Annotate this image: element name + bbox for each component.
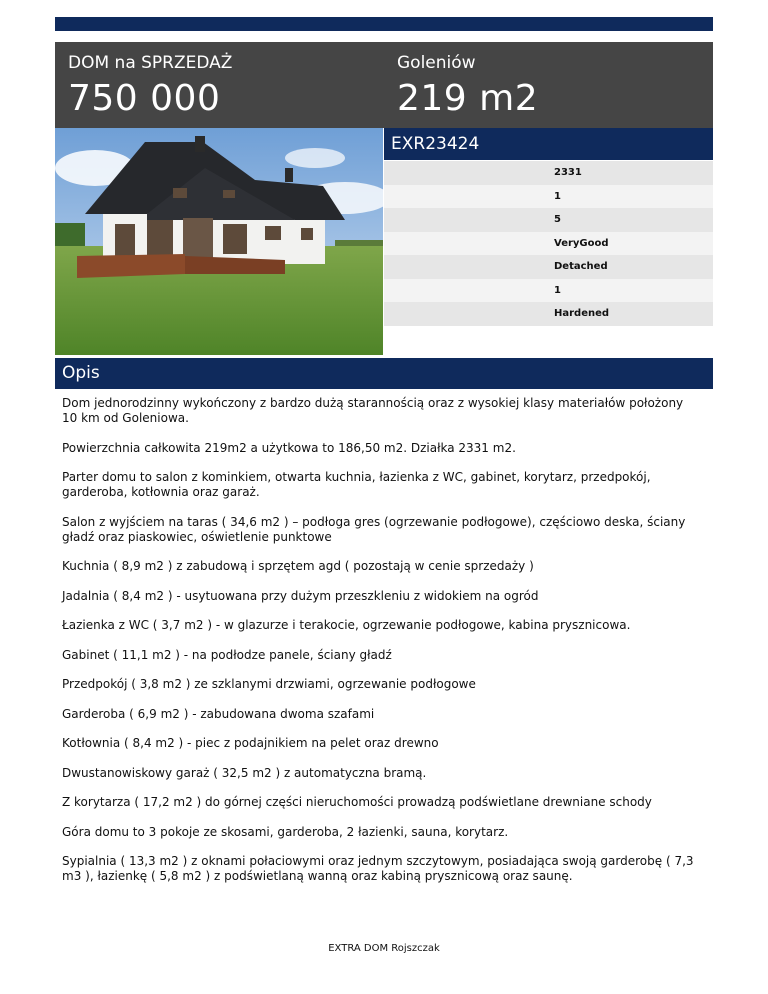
spec-row: VeryGood [384, 232, 713, 256]
description-paragraph: Sypialnia ( 13,3 m2 ) z oknami połaciowymi oraz jednym szczytowym, posiadająca swoją garderobę ( 7,3 m3 ), łazienkę ( 5,8 m2 ) z podświetlaną wanną oraz kabiną prysznicową oraz saunę. [62, 854, 694, 883]
location: Goleniów [397, 53, 476, 73]
description-paragraph: Kuchnia ( 8,9 m2 ) z zabudową i sprzętem agd ( pozostają w cenie sprzedaży ) [62, 559, 534, 573]
spec-row: 5 [384, 208, 713, 232]
spec-row: 2331 [384, 161, 713, 185]
description-paragraph: Przedpokój ( 3,8 m2 ) ze szklanymi drzwiami, ogrzewanie podłogowe [62, 677, 476, 691]
description-paragraph: Kotłownia ( 8,4 m2 ) - piec z podajnikiem na pelet oraz drewno [62, 736, 439, 750]
description-paragraph: Jadalnia ( 8,4 m2 ) - usytuowana przy dużym przeszkleniu z widokiem na ogród [62, 588, 539, 603]
spec-row: 1 [384, 185, 713, 209]
house-photo [55, 128, 383, 355]
description-paragraph: Łazienka z WC ( 3,7 m2 ) - w glazurze i terakocie, ogrzewanie podłogowe, kabina prysznicowa. [62, 618, 631, 632]
description-paragraph: Góra domu to 3 pokoje ze skosami, garderoba, 2 łazienki, sauna, korytarz. [62, 824, 509, 839]
description-heading-bar [55, 358, 713, 389]
description-text [62, 396, 702, 899]
description-paragraph: Gabinet ( 11,1 m2 ) - na podłodze panele, ściany gładź [62, 647, 392, 662]
location-block [397, 52, 538, 122]
description-paragraph: Z korytarza ( 17,2 m2 ) do górnej części nieruchomości prowadzą podświetlane drewniane schody [62, 795, 652, 809]
listing-id: EXR23424 [391, 134, 480, 154]
description-paragraph: Dom jednorodzinny wykończony z bardzo dużą starannością oraz z wysokiej klasy materiałów położony 10 km od Goleniowa. [62, 396, 684, 425]
price: 750 000 [68, 78, 221, 119]
description-paragraph: Powierzchnia całkowita 219m2 a użytkowa to 186,50 m2. Działka 2331 m2. [62, 440, 516, 455]
spec-row: 1 [384, 279, 713, 303]
area: 219 m2 [397, 78, 539, 119]
description-paragraph: Salon z wyjściem na taras ( 34,6 m2 ) – podłoga gres (ogrzewanie podłogowe), częściowo deska, ściany gładź oraz piaskowiec, oświetlenie punktowe [62, 514, 686, 544]
spec-row: Detached [384, 255, 713, 279]
listing-header [55, 42, 713, 128]
footer-agency: EXTRA DOM Rojszczak [328, 943, 440, 954]
specs-table [384, 161, 713, 326]
offer-block [68, 52, 232, 122]
description-heading: Opis [62, 363, 100, 383]
description-paragraph: Dwustanowiskowy garaż ( 32,5 m2 ) z automatyczna bramą. [62, 765, 427, 780]
description-paragraph: Garderoba ( 6,9 m2 ) - zabudowana dwoma szafami [62, 706, 375, 721]
spec-row: Hardened [384, 302, 713, 326]
description-paragraph: Parter domu to salon z kominkiem, otwarta kuchnia, łazienka z WC, gabinet, korytarz, przedpokój, garderoba, kotłownia oraz garaż. [62, 470, 651, 499]
listing-id-bar [384, 128, 713, 160]
offer-type: DOM na SPRZEDAŻ [68, 53, 233, 73]
top-accent-bar [55, 17, 713, 31]
